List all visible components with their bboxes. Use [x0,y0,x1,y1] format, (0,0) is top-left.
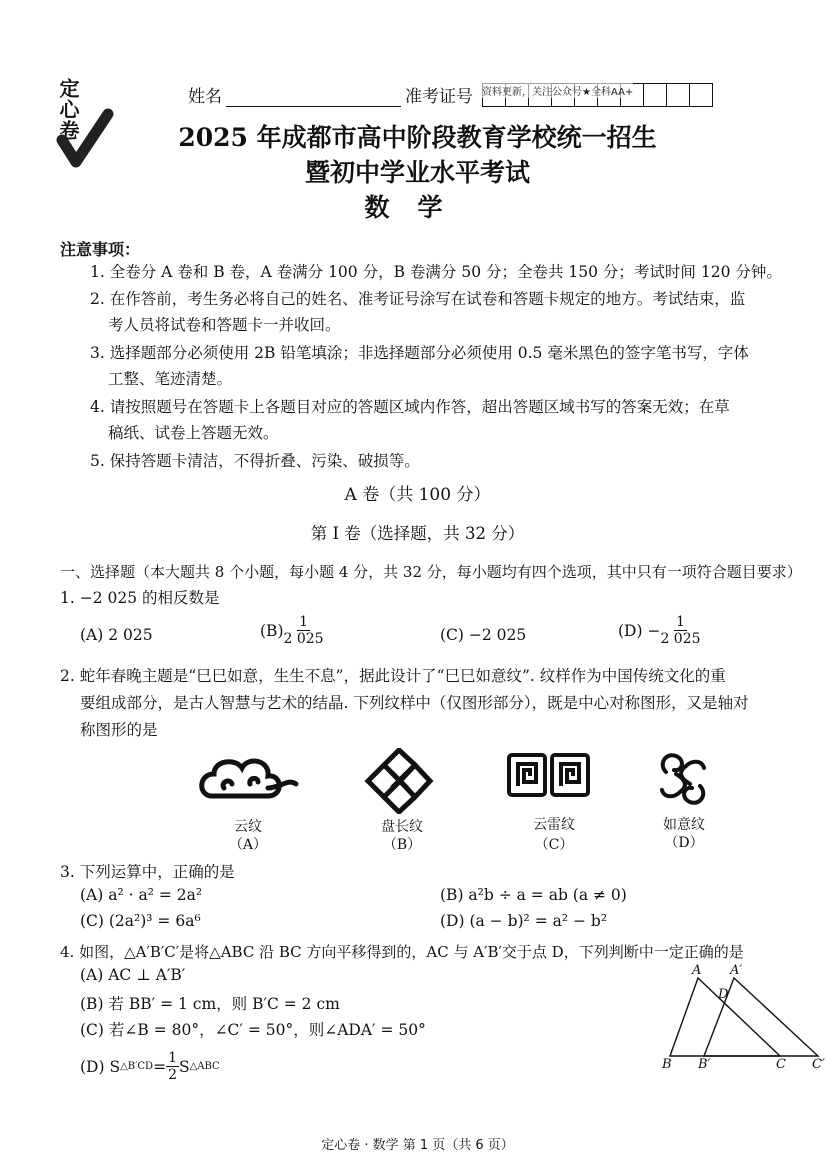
label-C1: C′ [812,1057,825,1072]
subject-title: 数学 [364,193,471,222]
q1-stem: 1. −2 025 的相反数是 [60,589,220,607]
q1-option-a: (A) 2 025 [80,626,153,644]
watermark: 资料更新，关注公众号★全科AA+ [482,83,633,98]
note-item: 5. 保持答题卡清洁，不得折叠、污染、破损等。 [90,452,420,470]
q3-stem: 3. 下列运算中，正确的是 [60,863,235,881]
note-item-cont: 考人员将试卷和答题卡一并收回。 [108,316,341,334]
q1-option-d: (D) − $\frac{1}{2 025}$ [618,614,701,647]
q2-option-d-name: 如意纹 [663,817,705,833]
label-A1: A′ [730,963,743,978]
q2-line: 要组成部分，是古人智慧与艺术的结晶. 下列纹样中（仅图形部分），既是中心对称图形，又是轴对 [80,694,749,712]
exam-no-label: 准考证号 [405,87,473,107]
thunder-pattern-icon [506,752,592,800]
endless-knot-icon [358,748,440,814]
q4-stem: 4. 如图，△A′B′C′是将△ABC 沿 BC 方向平移得到的，AC 与 A′B′交于点 D，下列判断中一定正确的是 [60,943,744,961]
q4-option-d: (D) S △B′CD = $\frac{1}{2}$ S △ABC [80,1050,220,1083]
note-item-cont: 稿纸、试卷上答题无效。 [108,424,279,442]
name-blank [226,88,401,107]
q2-line: 2. 蛇年春晚主题是“巳巳如意，生生不息”，据此设计了“巳巳如意纹”. 纹样作为中国传统文化的重 [60,667,726,685]
name-label: 姓名 [188,87,222,107]
q2-line: 称图形的是 [80,721,158,739]
label-B1: B′ [698,1057,711,1072]
note-item-cont: 工整、笔迹清楚。 [108,370,233,388]
exam-subtitle: 暨初中学业水平考试 [304,158,530,187]
note-item: 4. 请按照题号在答题卡上各题目对应的答题区域内作答，超出答题区域书写的答案无效；在草 [90,398,730,416]
q1-option-c: (C) −2 025 [440,626,527,644]
section-a-heading: A 卷（共 100 分） [344,485,491,505]
q2-option-d-letter: （D） [664,835,704,851]
q3-option-b: (B) a²b ÷ a = ab (a ≠ 0) [440,886,627,904]
q3-option-a: (A) a² · a² = 2a² [80,886,203,904]
note-item: 2. 在作答前，考生务必将自己的姓名、准考证号涂写在试卷和答题卡规定的地方。考试结束，监 [90,290,746,308]
q2-option-b-name: 盘长纹 [381,819,423,835]
note-item: 3. 选择题部分必须使用 2B 铅笔填涂；非选择题部分必须使用 0.5 毫米黑色的签字笔书写，字体 [90,344,749,362]
label-A: A [692,963,702,978]
translation-triangle-figure [658,960,833,1072]
label-B: B [662,1057,672,1072]
q4-option-c: (C) 若∠B = 80°，∠C′ = 50°，则∠ADA′ = 50° [80,1021,426,1039]
page-footer: 定心卷 · 数学 第 1 页（共 6 页） [321,1138,514,1153]
q2-option-b-letter: （B） [382,837,422,853]
q2-option-c-letter: （C） [534,837,574,853]
note-item: 1. 全卷分 A 卷和 B 卷，A 卷满分 100 分，B 卷满分 50 分；全卷共 150 分；考试时间 120 分钟。 [90,263,782,281]
name-line [188,82,713,107]
q1-option-b: (B) $\frac{1}{2 025}$ [260,614,324,647]
q3-option-c: (C) (2a²)³ = 6a⁶ [80,912,201,930]
q4-option-b: (B) 若 BB′ = 1 cm，则 B′C = 2 cm [80,995,340,1013]
part-heading: 一、选择题（本大题共 8 个小题，每小题 4 分，共 32 分，每小题均有四个选项，其中只有一项符合题目要求） [60,563,802,581]
label-D: D [718,987,729,1002]
ruyi-pattern-icon [656,750,710,808]
cloud-pattern-icon [192,752,300,810]
exam-title: 2025 年成都市高中阶段教育学校统一招生 [178,123,657,152]
label-C: C [776,1057,786,1072]
q4-option-a: (A) AC ⊥ A′B′ [80,966,186,984]
section-1-heading: 第 Ⅰ 卷（选择题，共 32 分） [310,524,525,543]
q2-option-a-letter: （A） [228,837,268,853]
notes-heading: 注意事项： [60,240,141,259]
q3-option-d: (D) (a − b)² = a² − b² [440,912,608,930]
q2-option-c-name: 云雷纹 [533,817,575,833]
q2-option-a-name: 云纹 [234,819,262,835]
stamp-text: 定心卷 [56,78,80,141]
